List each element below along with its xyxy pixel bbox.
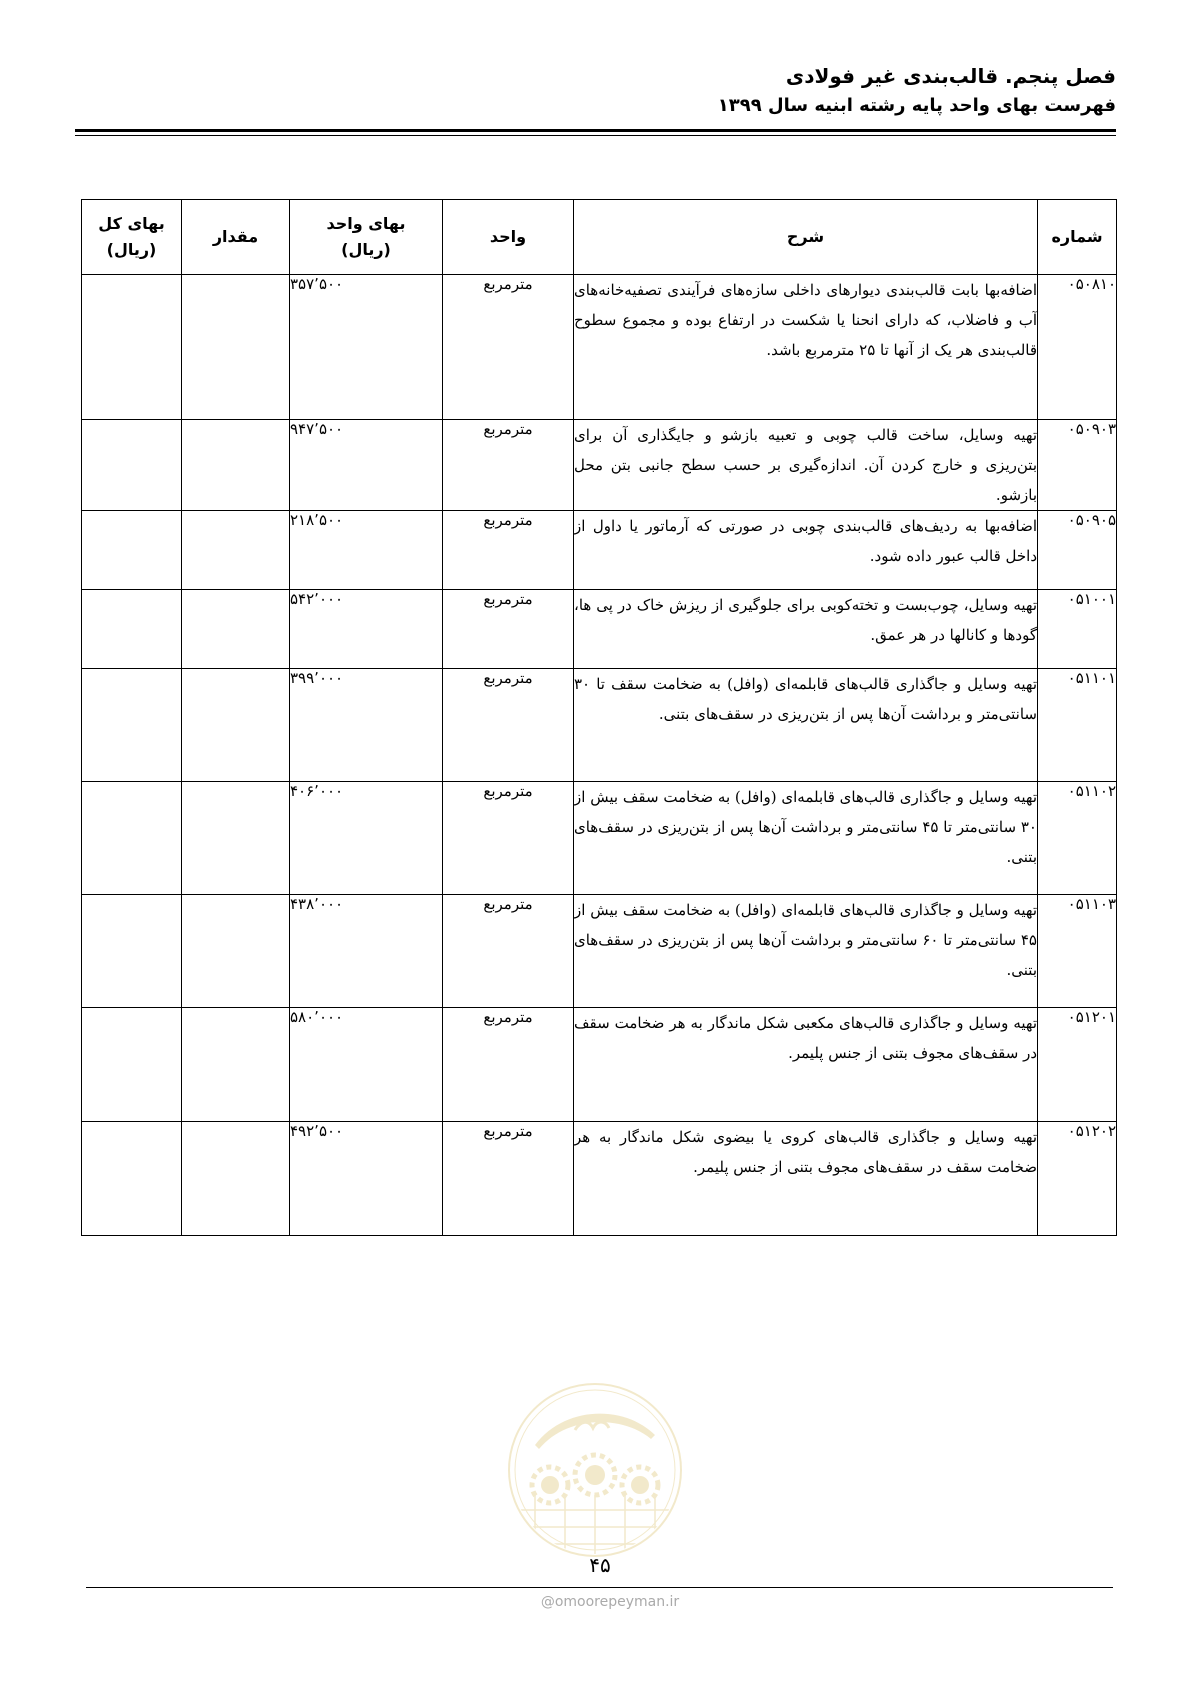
item-unit-price: ۵۴۲٬۰۰۰ xyxy=(290,590,443,669)
unit-price-currency: (ریال) xyxy=(341,240,391,259)
item-unit: مترمربع xyxy=(443,511,574,590)
item-quantity xyxy=(182,511,290,590)
table-body xyxy=(82,275,1117,1236)
footer-rule xyxy=(86,1587,1113,1588)
footer-website xyxy=(510,1594,710,1610)
table-row xyxy=(82,1008,1117,1122)
item-unit: مترمربع xyxy=(443,590,574,669)
table-row xyxy=(82,895,1117,1008)
item-number: ۰۵۱۱۰۲ xyxy=(1038,782,1117,895)
item-description: اضافه‌بها به ردیف‌های قالب‌بندی چوبی در صورتی که آرماتور یا داول از داخل قالب عبور داده شود. xyxy=(574,511,1038,590)
item-description: تهیه وسایل و جاگذاری قالب‌های مکعبی شکل ماندگار به هر ضخامت سقف در سقف‌های مجوف بتنی از جنس پلیمر. xyxy=(574,1008,1038,1122)
item-total-price xyxy=(82,1122,182,1236)
item-total-price xyxy=(82,590,182,669)
item-number: ۰۵۱۲۰۱ xyxy=(1038,1008,1117,1122)
table-row xyxy=(82,1122,1117,1236)
table-row xyxy=(82,275,1117,420)
item-unit-price: ۵۸۰٬۰۰۰ xyxy=(290,1008,443,1122)
item-unit: مترمربع xyxy=(443,669,574,782)
item-number: ۰۵۰۹۰۳ xyxy=(1038,420,1117,511)
item-description: اضافه‌بها بابت قالب‌بندی دیوارهای داخلی سازه‌های فرآیندی تصفیه‌خانه‌های آب و فاضلاب، که دارای انحنا یا شکست در ارتفاع بوده و مجموع سطوح قالب‌بندی هر یک از آنها تا ۲۵ مترمربع باشد. xyxy=(574,275,1038,420)
item-unit-price: ۹۴۷٬۵۰۰ xyxy=(290,420,443,511)
item-number: ۰۵۱۱۰۱ xyxy=(1038,669,1117,782)
item-unit: مترمربع xyxy=(443,420,574,511)
price-list-title: فهرست بهای واحد پایه رشته ابنیه سال ۱۳۹۹ xyxy=(717,95,1116,116)
table-header-row xyxy=(82,200,1117,275)
item-number: ۰۵۱۱۰۳ xyxy=(1038,895,1117,1008)
page-number: ۴۵ xyxy=(589,1553,611,1577)
item-unit-price: ۴۹۲٬۵۰۰ xyxy=(290,1122,443,1236)
item-quantity xyxy=(182,669,290,782)
column-header-unit-price xyxy=(290,200,443,275)
column-header-quantity: مقدار xyxy=(182,200,290,275)
item-quantity xyxy=(182,275,290,420)
column-header-description: شرح xyxy=(574,200,1038,275)
watermark-logo xyxy=(505,1375,685,1565)
chapter-title: فصل پنجم. قالب‌بندی غیر فولادی xyxy=(785,64,1116,88)
item-total-price xyxy=(82,669,182,782)
column-header-unit: واحد xyxy=(443,200,574,275)
item-description: تهیه وسایل، ساخت قالب چوبی و تعبیه بازشو و جایگذاری آن برای بتن‌ریزی و خارج کردن آن. اندازه‌گیری بر حسب سطح جانبی بتن محل بازشو. xyxy=(574,420,1038,511)
item-total-price xyxy=(82,275,182,420)
item-quantity xyxy=(182,420,290,511)
item-unit-price: ۴۰۶٬۰۰۰ xyxy=(290,782,443,895)
item-unit-price: ۳۹۹٬۰۰۰ xyxy=(290,669,443,782)
item-quantity xyxy=(182,1008,290,1122)
price-list-table xyxy=(81,199,1117,1236)
column-header-number: شماره xyxy=(1038,200,1117,275)
item-description: تهیه وسایل، چوب‌بست و تخته‌کوبی برای جلوگیری از ریزش خاک در پی ها، گودها و کانالها در هر عمق. xyxy=(574,590,1038,669)
website-text: omoorepeyman.ir xyxy=(554,1594,680,1610)
table-row xyxy=(82,782,1117,895)
table-row xyxy=(82,669,1117,782)
item-number: ۰۵۱۰۰۱ xyxy=(1038,590,1117,669)
page-header xyxy=(76,60,1116,120)
unit-price-label: بهای واحد xyxy=(326,214,406,233)
item-quantity xyxy=(182,895,290,1008)
item-description: تهیه وسایل و جاگذاری قالب‌های قابلمه‌ای (وافل) به ضخامت سقف بیش از ۴۵ سانتی‌متر تا ۶۰ سانتی‌متر و برداشت آن‌ها پس از بتن‌ریزی در سقف‌های بتنی. xyxy=(574,895,1038,1008)
item-unit: مترمربع xyxy=(443,1122,574,1236)
item-total-price xyxy=(82,782,182,895)
item-description: تهیه وسایل و جاگذاری قالب‌های کروی یا بیضوی شکل ماندگار به هر ضخامت سقف در سقف‌های مجوف بتنی از جنس پلیمر. xyxy=(574,1122,1038,1236)
table-row xyxy=(82,420,1117,511)
item-unit-price: ۲۱۸٬۵۰۰ xyxy=(290,511,443,590)
table-row xyxy=(82,590,1117,669)
item-quantity xyxy=(182,1122,290,1236)
item-unit-price: ۳۵۷٬۵۰۰ xyxy=(290,275,443,420)
at-sign-icon: @ xyxy=(540,1594,555,1610)
item-number: ۰۵۱۲۰۲ xyxy=(1038,1122,1117,1236)
item-number: ۰۵۰۹۰۵ xyxy=(1038,511,1117,590)
item-unit: مترمربع xyxy=(443,1008,574,1122)
header-rule-thick xyxy=(75,129,1116,132)
item-quantity xyxy=(182,782,290,895)
item-description: تهیه وسایل و جاگذاری قالب‌های قابلمه‌ای (وافل) به ضخامت سقف بیش از ۳۰ سانتی‌متر تا ۴۵ سانتی‌متر و برداشت آن‌ها پس از بتن‌ریزی در سقف‌های بتنی. xyxy=(574,782,1038,895)
item-unit: مترمربع xyxy=(443,895,574,1008)
item-number: ۰۵۰۸۱۰ xyxy=(1038,275,1117,420)
item-description: تهیه وسایل و جاگذاری قالب‌های قابلمه‌ای (وافل) به ضخامت سقف تا ۳۰ سانتی‌متر و برداشت آن‌ها پس از بتن‌ریزی در سقف‌های بتنی. xyxy=(574,669,1038,782)
item-total-price xyxy=(82,511,182,590)
item-total-price xyxy=(82,895,182,1008)
item-unit: مترمربع xyxy=(443,782,574,895)
table-row xyxy=(82,511,1117,590)
item-quantity xyxy=(182,590,290,669)
header-rule-thin xyxy=(75,135,1116,136)
item-unit-price: ۴۳۸٬۰۰۰ xyxy=(290,895,443,1008)
column-header-total-price: بهای کل (ریال) xyxy=(82,200,182,275)
item-total-price xyxy=(82,1008,182,1122)
item-unit: مترمربع xyxy=(443,275,574,420)
item-total-price xyxy=(82,420,182,511)
